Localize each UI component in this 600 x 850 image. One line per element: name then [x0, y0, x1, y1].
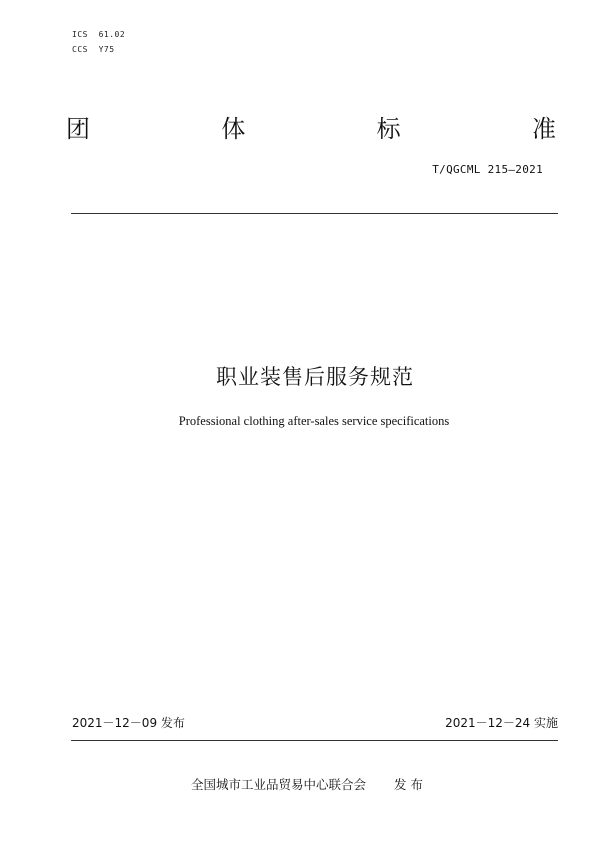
standard-type-char: 体: [221, 115, 246, 143]
standard-number: T/QGCML 215—2021: [432, 163, 543, 176]
standard-type-heading: [66, 114, 556, 144]
bottom-divider: [71, 740, 558, 741]
standard-type-char: 准: [531, 115, 556, 143]
implementation-date: 2021－12－24 实施: [445, 716, 558, 730]
standard-type-char: 团: [66, 115, 90, 143]
classification-ics: ICS 61.02: [72, 30, 126, 39]
top-divider: [71, 213, 558, 214]
document-title-english: Professional clothing after-sales service specifications: [178, 414, 450, 428]
standard-type-char: 标: [376, 115, 401, 143]
publish-action: 发 布: [394, 777, 423, 792]
document-title-chinese: 职业装售后服务规范: [216, 365, 414, 389]
publisher-name: 全国城市工业品贸易中心联合会: [191, 777, 367, 792]
publisher-line: [0, 776, 600, 794]
classification-ccs: CCS Y75: [72, 45, 115, 54]
issue-date: 2021－12－09 发布: [72, 716, 185, 730]
